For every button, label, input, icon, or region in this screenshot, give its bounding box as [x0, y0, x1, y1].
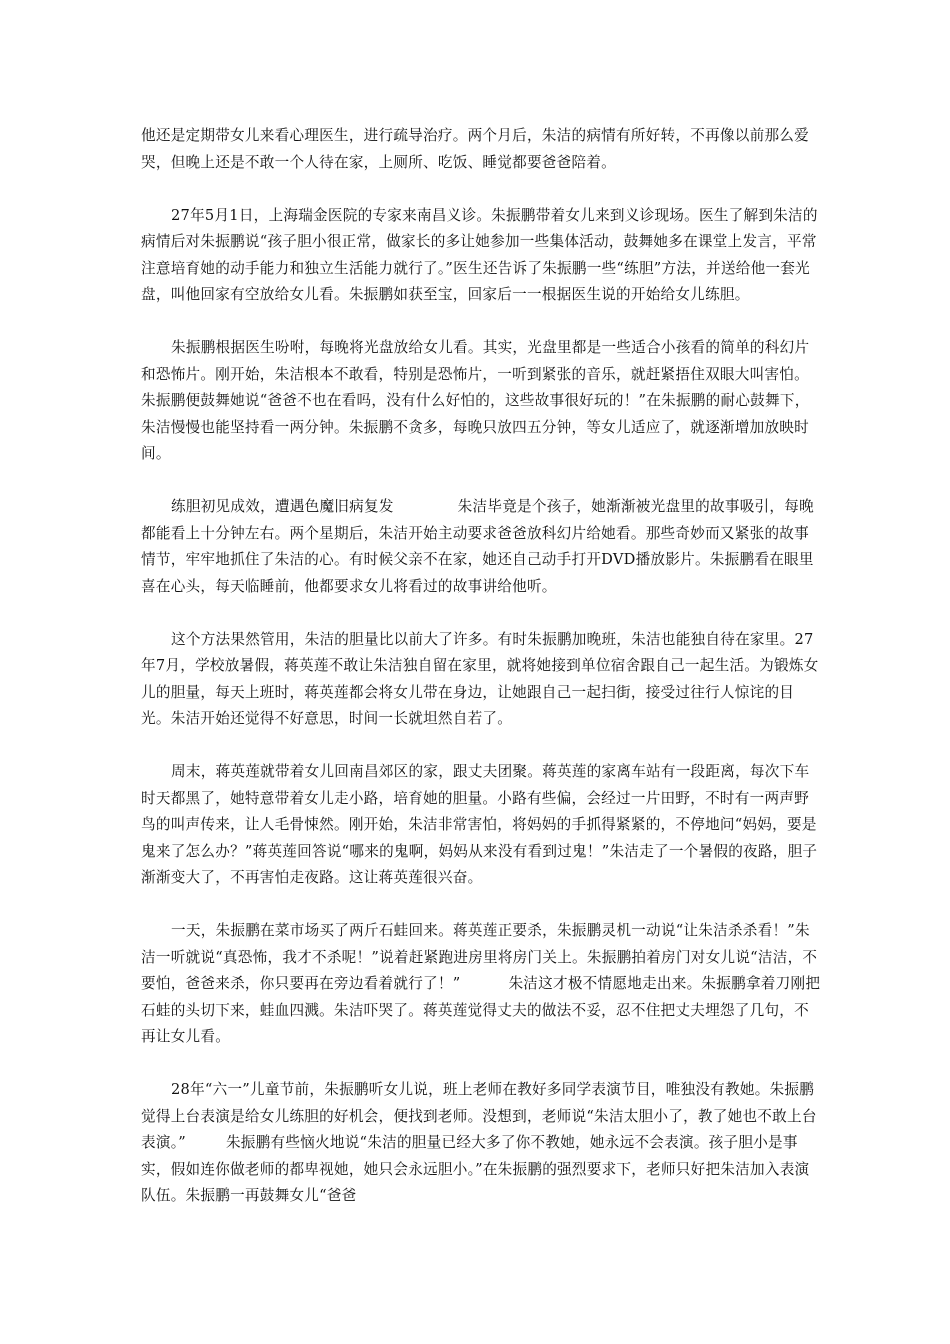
paragraph-text: 周末，蒋英莲就带着女儿回南昌郊区的家，跟丈夫团聚。蒋英莲的家离车站有一段距离，每次下车时天都黑了，她特意带着女儿走小路，培育她的胆量。小路有些偏，会经过一片田野，不时有一两声野鸟的叫声传来，让人毛骨悚然。刚开始，朱洁非常害怕，将妈妈的手抓得紧紧的，不停地问“妈妈，要是鬼来了怎么办？”蒋英莲回答说“哪来的鬼啊，妈妈从来没有看到过鬼！”朱洁走了一个暑假的夜路，胆子渐渐变大了，不再害怕走夜路。这让蒋英莲很兴奋。 [141, 763, 818, 886]
paragraph-6 [141, 759, 821, 892]
paragraph-2 [141, 203, 821, 309]
paragraph-5 [141, 627, 821, 733]
paragraph-lead: 28年“六一”儿童节前，朱振鹏听女儿说，班上老师在教好多同学表演节目，唯独没有教她。朱振鹏觉得上台表演是给女儿练胆的好机会，便找到老师。没想到，老师说“朱洁太胆小了，教了她也不敢上台表演。” [141, 1081, 817, 1151]
paragraph-text: 朱洁这才极不情愿地走出来。朱振鹏拿着刀刚把石蛙的头切下来，蛙血四溅。朱洁吓哭了。蒋英莲觉得丈夫的做法不妥，忍不住把丈夫埋怨了几句，不再让女儿看。 [141, 975, 821, 1045]
paragraph-8 [141, 1077, 821, 1210]
paragraph-text: 这个方法果然管用，朱洁的胆量比以前大了许多。有时朱振鹏加晚班，朱洁也能独自待在家里。27年7月，学校放暑假，蒋英莲不敢让朱洁独自留在家里，就将她接到单位宿舍跟自己一起生活。为锻炼女儿的胆量，每天上班时，蒋英莲都会将女儿带在身边，让她跟自己一起扫街，接受过往行人惊诧的目光。朱洁开始还觉得不好意思，时间一长就坦然自若了。 [141, 630, 819, 727]
paragraph-1 [141, 123, 821, 176]
paragraph-4 [141, 494, 821, 600]
paragraph-text: 朱洁毕竟是个孩子，她渐渐被光盘里的故事吸引，每晚都能看上十分钟左右。两个星期后，朱洁开始主动要求爸爸放科幻片给她看。那些奇妙而又紧张的故事情节，牢牢地抓住了朱洁的心。有时候父亲不在家，她还自己动手打开DVD播放影片。朱振鹏看在眼里喜在心头，每天临睡前，他都要求女儿将看过的故事讲给他听。 [141, 498, 814, 595]
document-body [141, 123, 821, 1210]
paragraph-3 [141, 335, 821, 468]
paragraph-text: 他还是定期带女儿来看心理医生，进行疏导治疗。两个月后，朱洁的病情有所好转，不再像以前那么爱哭，但晚上还是不敢一个人待在家，上厕所、吃饭、睡觉都要爸爸陪着。 [141, 127, 809, 171]
paragraph-text: 朱振鹏根据医生吩咐，每晚将光盘放给女儿看。其实，光盘里都是一些适合小孩看的简单的科幻片和恐怖片。刚开始，朱洁根本不敢看，特别是恐怖片，一听到紧张的音乐，就赶紧捂住双眼大叫害怕。朱振鹏便鼓舞她说“爸爸不也在看吗，没有什么好怕的，这些故事很好玩的！”在朱振鹏的耐心鼓舞下，朱洁慢慢也能坚持看一两分钟。朱振鹏不贪多，每晚只放四五分钟，等女儿适应了，就逐渐增加放映时间。 [141, 339, 810, 462]
paragraph-text: 27年5月1日，上海瑞金医院的专家来南昌义诊。朱振鹏带着女儿来到义诊现场。医生了解到朱洁的病情后对朱振鹏说“孩子胆小很正常，做家长的多让她参加一些集体活动，鼓舞她多在课堂上发言，平常注意培育她的动手能力和独立生活能力就行了。”医生还告诉了朱振鹏一些“练胆”方法，并送给他一套光盘，叫他回家有空放给女儿看。朱振鹏如获至宝，回家后一一根据医生说的开始给女儿练胆。 [141, 206, 818, 303]
section-heading-inline: 练胆初见成效，遭遇色魔旧病复发 [171, 498, 394, 515]
paragraph-text: 朱振鹏有些恼火地说“朱洁的胆量已经大多了你不教她，她永远不会表演。孩子胆小是事实，假如连你做老师的都卑视她，她只会永远胆小。”在朱振鹏的强烈要求下，老师只好把朱洁加入表演队伍。朱振鹏一再鼓舞女儿“爸爸 [141, 1134, 810, 1204]
paragraph-lead: 一天，朱振鹏在菜市场买了两斤石蛙回来。蒋英莲正要杀，朱振鹏灵机一动说“让朱洁杀杀看！”朱洁一听就说“真恐怖，我才不杀呢！”说着赶紧跑进房里将房门关上。朱振鹏拍着房门对女儿说“洁洁，不要怕，爸爸来杀，你只要再在旁边看着就行了！” [141, 922, 818, 992]
paragraph-7 [141, 918, 821, 1051]
